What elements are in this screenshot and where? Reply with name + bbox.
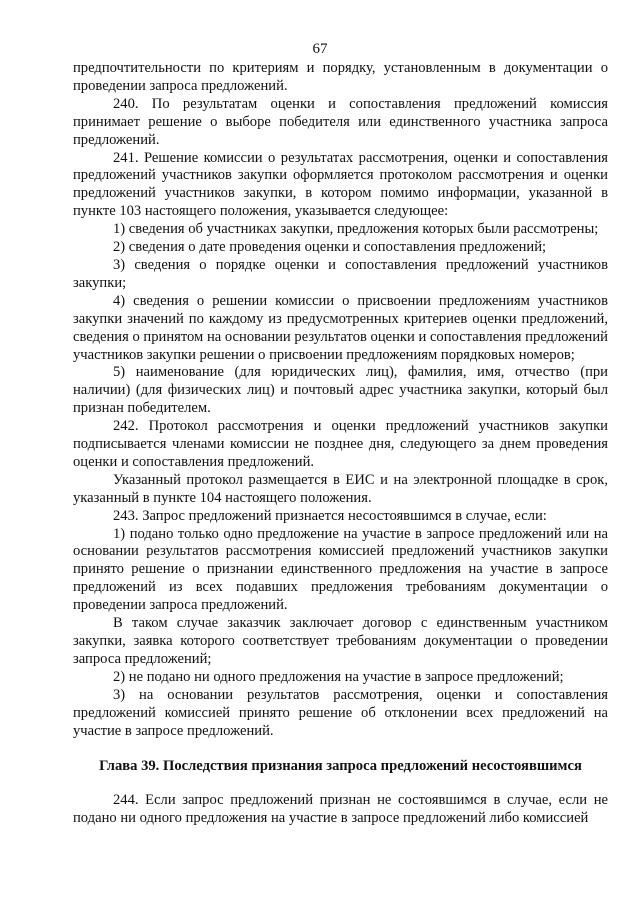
chapter-heading: Глава 39. Последствия признания запроса предложений несостоявшимся bbox=[99, 758, 582, 775]
list-item-241-2: 2) сведения о дате проведения оценки и сопоставления предложений; bbox=[113, 239, 547, 256]
list-item-241-3: 3) сведения о порядке оценки и сопоставления предложений участников закупки; bbox=[73, 256, 608, 291]
paragraph-item-241: 241. Решение комиссии о результатах рассмотрения, оценки и сопоставления предложений участников закупки оформляется протоколом рассмотрения и оценки предложений участников закупки, в котором помимо информации, указанной в пункте 103 настоящего положения, указывается следующее: bbox=[73, 149, 608, 220]
paragraph-item-243: 243. Запрос предложений признается несостоявшимся в случае, если: bbox=[113, 507, 547, 524]
paragraph-continuation: предпочтительности по критериям и порядку, установленным в документации о проведении запроса предложений. bbox=[73, 60, 608, 94]
list-item-243-2: 2) не подано ни одного предложения на участие в запросе предложений; bbox=[113, 668, 564, 685]
paragraph-item-240: 240. По результатам оценки и сопоставления предложений комиссия принимает решение о выборе победителя или единственного участника запроса предложений. bbox=[73, 95, 608, 148]
paragraph-item-244: 244. Если запрос предложений признан не состоявшимся в случае, если не подано ни одного предложения на участие в запросе предложений либо комиссией bbox=[73, 792, 608, 827]
list-item-243-3: 3) на основании результатов рассмотрения, оценки и сопоставления предложений комиссией принято решение об отклонении всех предложений на участие в запросе предложений. bbox=[73, 686, 608, 739]
paragraph-protocol-publication: Указанный протокол размещается в ЕИС и на электронной площадке в срок, указанный в пункте 104 настоящего положения. bbox=[73, 471, 608, 506]
list-item-241-4: 4) сведения о решении комиссии о присвоении предложениям участников закупки значений по каждому из предусмотренных критериев оценки предложений, сведения о принятом на основании результатов оценки и сопоставления предложений участников закупки решении о присвоении предложениям порядковых номеров; bbox=[73, 292, 608, 363]
list-item-241-5: 5) наименование (для юридических лиц), фамилия, имя, отчество (при наличии) (для физических лиц) и почтовый адрес участника закупки, который был признан победителем. bbox=[73, 364, 608, 417]
list-item-243-1: 1) подано только одно предложение на участие в запросе предложений или на основании результатов рассмотрения комиссией предложений участников закупки принято решение о признании единственного предложения на участие в запросе предложений из всех подавших предложения требованиям документации о проведении запроса предложений. bbox=[73, 525, 608, 614]
paragraph-single-participant: В таком случае заказчик заключает договор с единственным участником закупки, заявка которого соответствует требованиям документации о проведении запроса предложений; bbox=[73, 615, 608, 667]
document-body bbox=[73, 60, 608, 828]
list-item-241-1: 1) сведения об участниках закупки, предложения которых были рассмотрены; bbox=[113, 221, 599, 238]
paragraph-item-242: 242. Протокол рассмотрения и оценки предложений участников закупки подписывается членами комиссии не позднее дня, следующего за днем проведения оценки и сопоставления предложений. bbox=[73, 418, 608, 470]
page-number: 67 bbox=[312, 41, 328, 57]
